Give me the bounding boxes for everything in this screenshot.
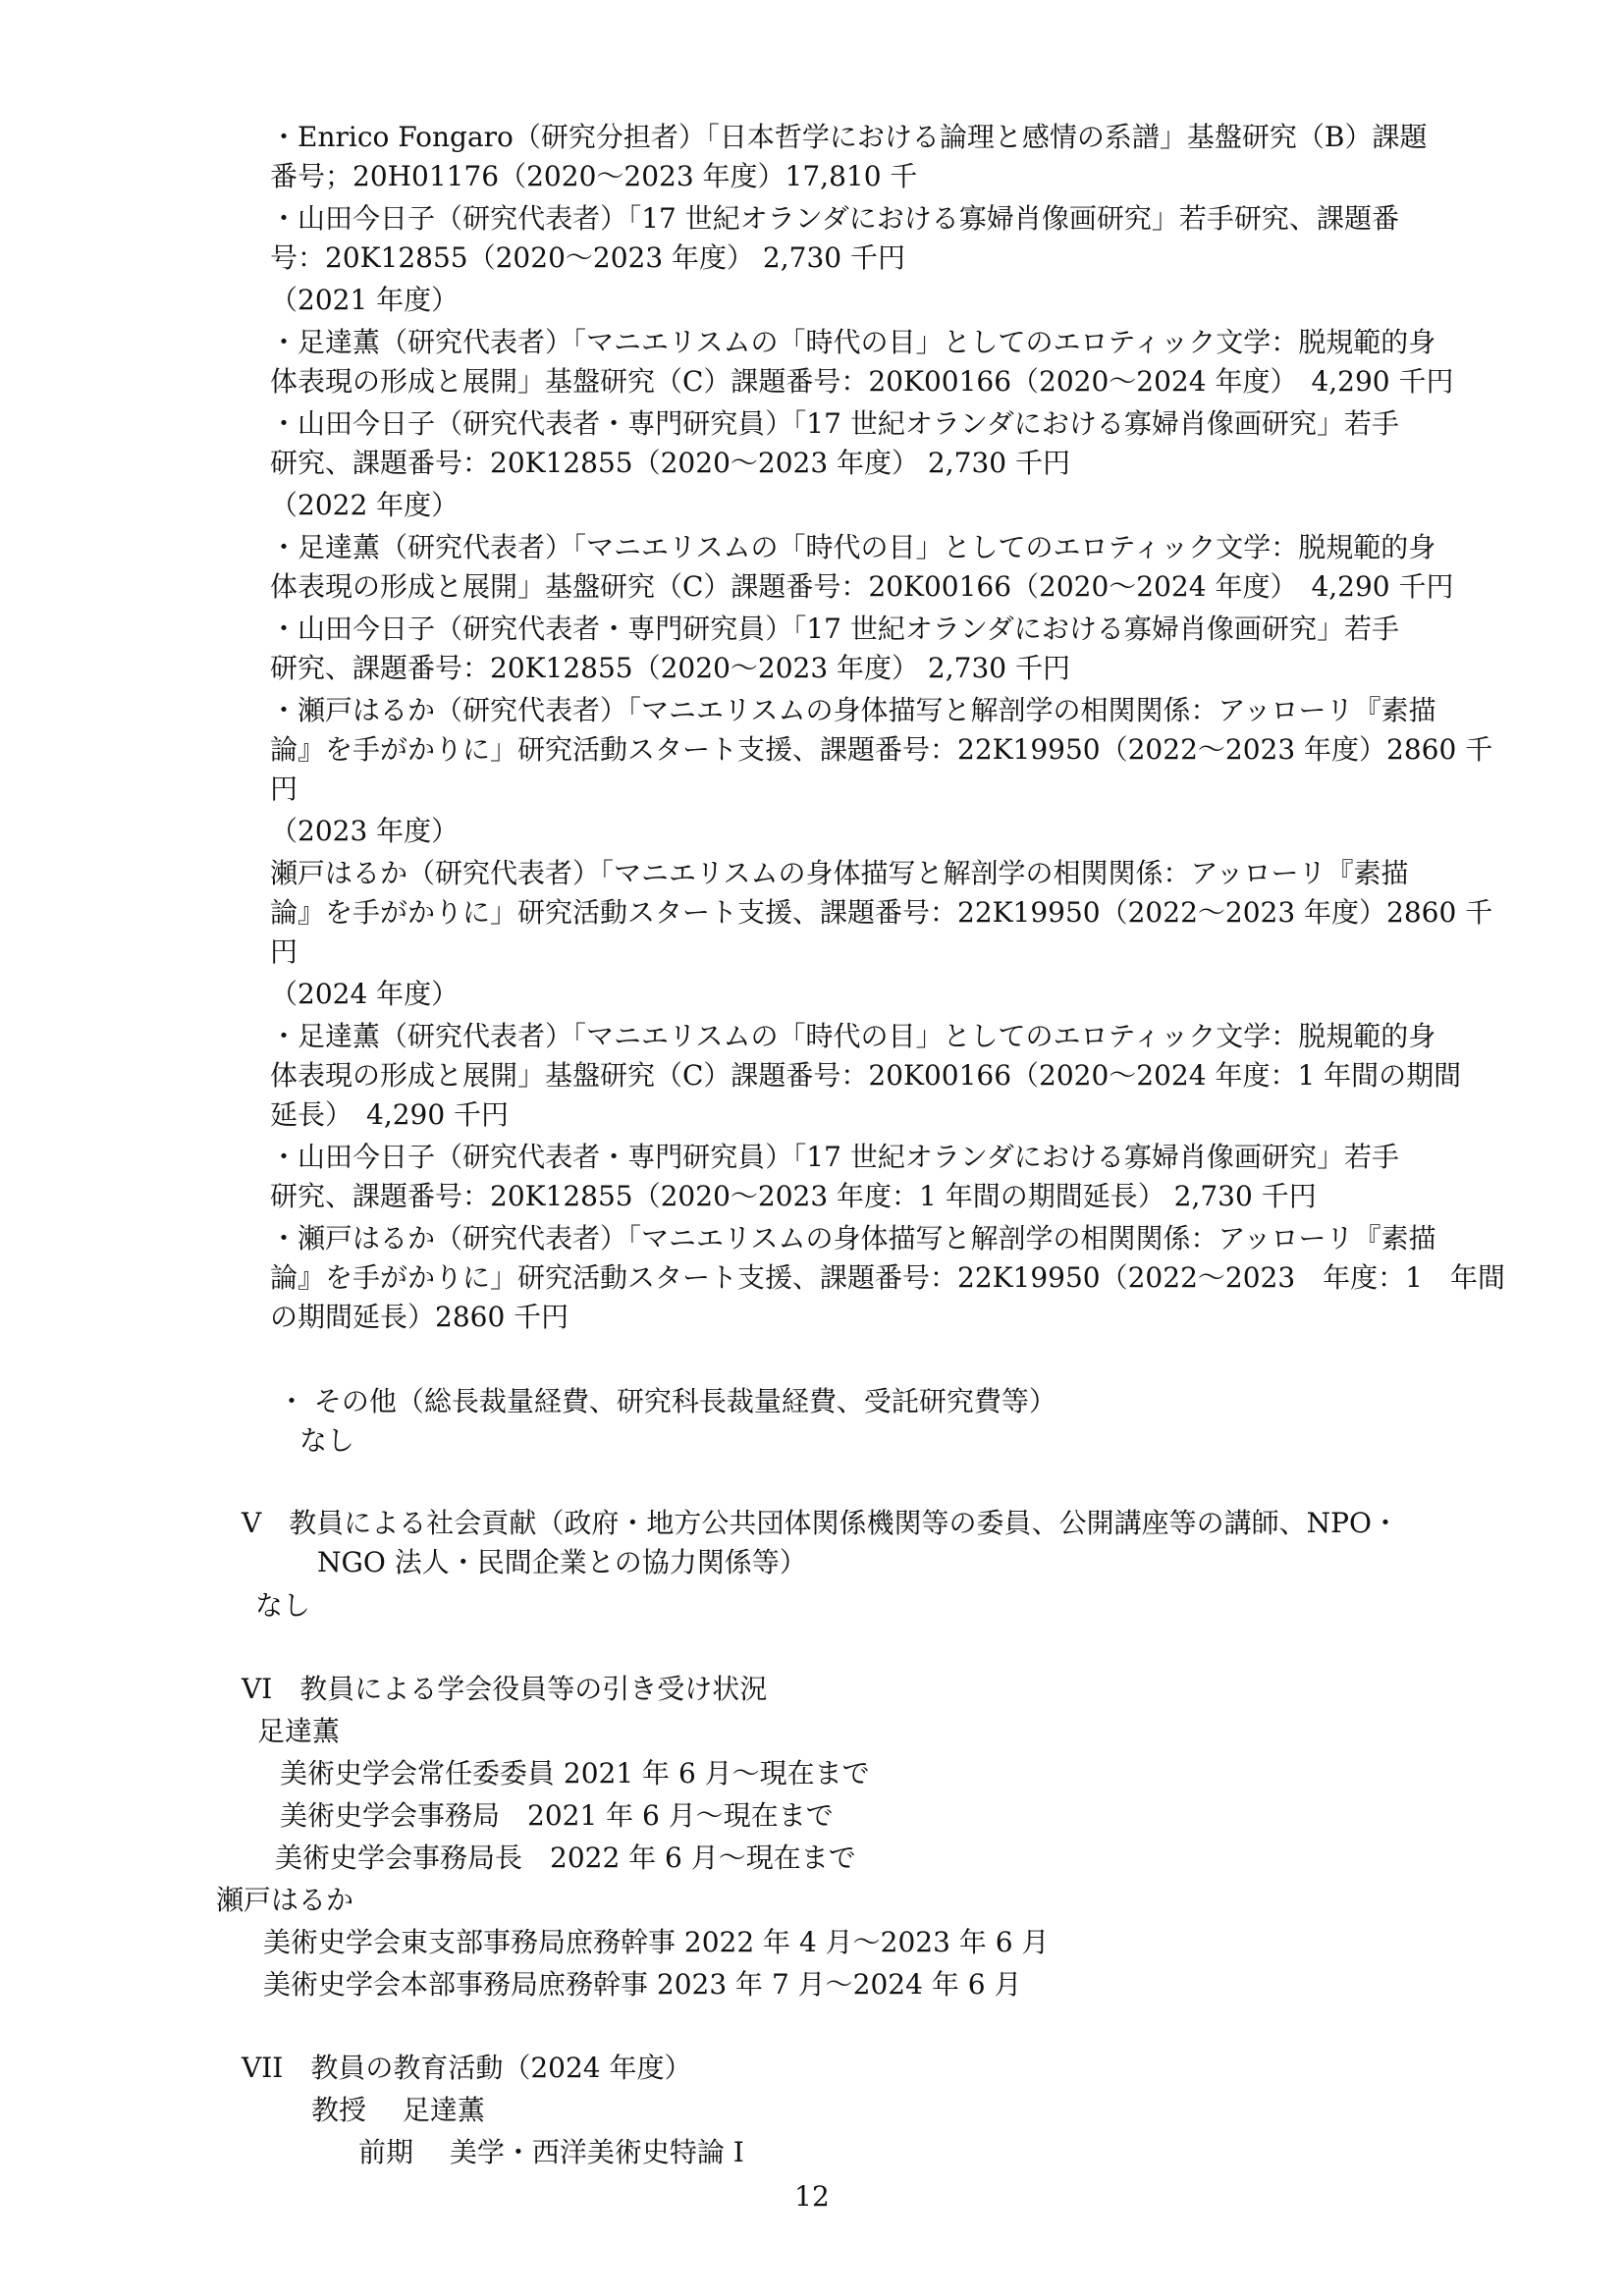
funding-2021-heading: （2021 年度） [270,284,460,316]
funding-2022-item-1-line-1: ・足達薫（研究代表者）「マニエリスムの「時代の目」としてのエロティック文学：脱規範的身 [270,531,1436,563]
funding-2024-item-2-line-1: ・山田今日子（研究代表者・専門研究員）「17 世紀オランダにおける寡婦肖像画研究」若手 [270,1141,1399,1173]
other-funding-value: なし [299,1424,355,1457]
funding-2022-item-1-line-2: 体表現の形成と展開」基盤研究（C）課題番号：20K00166（2020～2024 年度） 4,290 千円 [270,570,1454,603]
funding-2021-item-2-line-2: 研究、課題番号：20K12855（2020～2023 年度） 2,730 千円 [270,447,1070,479]
section-7-course: 前期 美学・西洋美術史特論 I [358,2136,744,2168]
section-5-value: なし [255,1589,311,1622]
funding-2020-item-1-line-2: 番号；20H01176（2020～2023 年度）17,810 千 [270,160,918,192]
section-6-seto-role-2: 美術史学会本部事務局庶務幹事 2023 年 7 月～2024 年 6 月 [263,1968,1022,2001]
section-6-adachi-role-2: 美術史学会事務局 2021 年 6 月～現在まで [280,1799,834,1832]
funding-2020-item-2-line-2: 号：20K12855（2020～2023 年度） 2,730 千円 [270,241,905,274]
section-5-title-line-1: V 教員による社会貢献（政府・地方公共団体関係機関等の委員、公開講座等の講師、NPO・ [242,1507,1399,1539]
funding-2023-item-1-line-1: 瀬戸はるか（研究代表者）「マニエリスムの身体描写と解剖学の相関関係：アッローリ『素描 [270,857,1409,889]
funding-2024-heading: （2024 年度） [270,978,460,1010]
funding-2020-item-1-line-1: ・Enrico Fongaro（研究分担者）「日本哲学における論理と感情の系譜」基盤研究（B）課題 [270,121,1428,153]
funding-2024-item-1-line-1: ・足達薫（研究代表者）「マニエリスムの「時代の目」としてのエロティック文学：脱規範的身 [270,1020,1436,1052]
section-6-adachi-role-3: 美術史学会事務局長 2022 年 6 月～現在まで [275,1842,856,1874]
funding-2024-item-3-line-3: の期間延長）2860 千円 [270,1301,569,1333]
funding-2024-item-2-line-2: 研究、課題番号：20K12855（2020～2023 年度：1 年間の期間延長） 2,730 千円 [270,1180,1317,1212]
other-funding-heading: ・ その他（総長裁量経費、研究科長裁量経費、受託研究費等） [278,1385,1056,1417]
funding-2021-item-1-line-2: 体表現の形成と展開」基盤研究（C）課題番号：20K00166（2020～2024 年度） 4,290 千円 [270,365,1454,398]
section-5-title-line-2: NGO 法人・民間企業との協力関係等） [317,1546,807,1578]
funding-2021-item-2-line-1: ・山田今日子（研究代表者・専門研究員）「17 世紀オランダにおける寡婦肖像画研究」若手 [270,407,1399,440]
funding-2022-heading: （2022 年度） [270,489,460,521]
funding-2020-item-2-line-1: ・山田今日子（研究代表者）「17 世紀オランダにおける寡婦肖像画研究」若手研究、課題番 [270,202,1399,235]
funding-2024-item-1-line-2: 体表現の形成と展開」基盤研究（C）課題番号：20K00166（2020～2024 年度：1 年間の期間 [270,1059,1462,1092]
funding-2021-item-1-line-1: ・足達薫（研究代表者）「マニエリスムの「時代の目」としてのエロティック文学：脱規範的身 [270,326,1436,358]
funding-2022-item-3-line-3: 円 [270,773,298,805]
funding-2022-item-3-line-2: 論』を手がかりに」研究活動スタート支援、課題番号：22K19950（2022～2023 年度）2860 千 [270,733,1493,766]
funding-2022-item-2-line-1: ・山田今日子（研究代表者・専門研究員）「17 世紀オランダにおける寡婦肖像画研究」若手 [270,613,1399,645]
funding-2024-item-3-line-2: 論』を手がかりに」研究活動スタート支援、課題番号：22K19950（2022～2023 年度：1 年間 [270,1261,1505,1294]
funding-2022-item-3-line-1: ・瀬戸はるか（研究代表者）「マニエリスムの身体描写と解剖学の相関関係：アッローリ『素描 [270,694,1436,726]
section-6-person-adachi: 足達薫 [257,1715,341,1747]
section-7-instructor: 教授 足達薫 [311,2094,485,2126]
funding-2024-item-1-line-3: 延長） 4,290 千円 [270,1098,510,1131]
funding-2024-item-3-line-1: ・瀬戸はるか（研究代表者）「マニエリスムの身体描写と解剖学の相関関係：アッローリ『素描 [270,1222,1436,1255]
section-6-adachi-role-1: 美術史学会常任委委員 2021 年 6 月～現在まで [280,1757,870,1789]
page-number: 12 [794,2180,830,2213]
funding-2023-item-1-line-2: 論』を手がかりに」研究活動スタート支援、課題番号：22K19950（2022～2023 年度）2860 千 [270,896,1493,929]
funding-2023-heading: （2023 年度） [270,815,460,847]
section-7-title: VII 教員の教育活動（2024 年度） [242,2052,692,2084]
section-6-title: VI 教員による学会役員等の引き受け状況 [242,1673,768,1705]
funding-2022-item-2-line-2: 研究、課題番号：20K12855（2020～2023 年度） 2,730 千円 [270,652,1070,684]
funding-2023-item-1-line-3: 円 [270,935,298,968]
section-6-seto-role-1: 美術史学会東支部事務局庶務幹事 2022 年 4 月～2023 年 6 月 [263,1926,1050,1958]
section-6-person-seto: 瀬戸はるか [216,1884,354,1916]
